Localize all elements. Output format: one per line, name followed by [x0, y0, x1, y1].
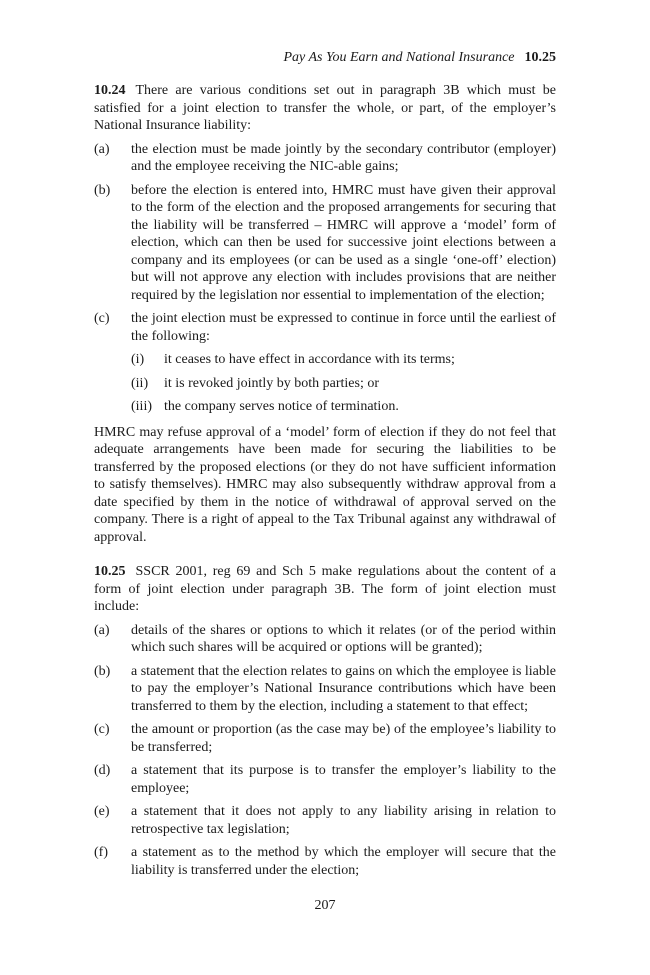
list-item	[94, 762, 556, 797]
section-gap	[94, 546, 556, 563]
list-item-text: the election must be made jointly by the secondary contributor (employer) and the employee receiving the NIC-able gains;	[131, 141, 556, 174]
running-header-title: Pay As You Earn and National Insurance	[283, 50, 515, 65]
sub-list-item-label: (iii)	[131, 399, 152, 414]
list-item	[94, 803, 556, 838]
list-item-text: a statement as to the method by which the employer will secure that the liability is transferred under the election;	[131, 845, 556, 878]
list-item-label: (b)	[94, 182, 111, 198]
list-item-text: details of the shares or options to which it relates (or of the period within which such shares will be acquired or options will be granted);	[131, 622, 556, 655]
list-item	[94, 622, 556, 657]
list-item-label: (c)	[94, 311, 110, 326]
body-text	[94, 82, 556, 879]
paragraph-10-25	[94, 563, 556, 616]
list-item	[94, 721, 556, 756]
page-number: 207	[314, 898, 336, 913]
requirements-list	[94, 622, 556, 880]
sub-list-item-label: (i)	[131, 352, 145, 367]
sub-list-item-label: (ii)	[131, 375, 149, 391]
list-item-text: a statement that it does not apply to any liability arising in relation to retrospective tax legislation;	[131, 804, 556, 837]
sub-list-item	[94, 375, 556, 393]
list-item-text: the amount or proportion (as the case may be) of the employee’s liability to be transferred;	[131, 722, 556, 755]
list-item-label: (c)	[94, 722, 110, 737]
list-item-label: (d)	[94, 763, 111, 778]
list-item	[94, 182, 556, 305]
list-item	[94, 663, 556, 716]
paragraph-number: 10.24	[94, 83, 126, 98]
sub-list-item	[94, 398, 556, 416]
list-item-label: (a)	[94, 622, 110, 638]
running-header-section: 10.25	[524, 50, 556, 65]
paragraph-continuation: HMRC may refuse approval of a ‘model’ form of election if they do not feel that adequate arrangements have been made for securing the liabilities to be transferred by the proposed elections (or they do not have sufficient information to satisfy themselves). HMRC may also subsequently withdraw approval from a date specified by them in the notice of withdrawal of approval served on the company. There is a right of appeal to the Tax Tribunal against any withdrawal of approval.	[94, 424, 556, 545]
list-item-text: a statement that its purpose is to transfer the employer’s liability to the employee;	[131, 763, 556, 796]
list-item	[94, 141, 556, 176]
paragraph-text: There are various conditions set out in paragraph 3B which must be satisfied for a joint election to transfer the whole, or part, of the employer’s National Insurance liability:	[94, 83, 556, 133]
list-item-label: (f)	[94, 845, 108, 860]
sub-list-item	[94, 351, 556, 369]
list-item-text: before the election is entered into, HMRC must have given their approval to the form of the election and the proposed arrangements for securing that the liability will be transferred – HMRC will approve a ‘model’ form of election, which can then be used for successive joint elections between a company and its employees (or can be used as a single ‘one-off’ election) but will not approve any election with includes provisions that are neither required by the legislation nor essential to implementation of the election;	[131, 182, 556, 303]
sub-list-item-text: it is revoked jointly by both parties; or	[164, 375, 380, 391]
list-item-label: (a)	[94, 141, 110, 157]
paragraph-text: SSCR 2001, reg 69 and Sch 5 make regulations about the content of a form of joint election under paragraph 3B. The form of joint election must include:	[94, 564, 556, 614]
sub-list	[94, 351, 556, 416]
list-item	[94, 844, 556, 879]
paragraph-number: 10.25	[94, 564, 126, 579]
list-item-text: the joint election must be expressed to continue in force until the earliest of the following:	[131, 311, 556, 344]
list-item	[94, 310, 556, 345]
paragraph-10-24	[94, 82, 556, 135]
sub-list-item-text: the company serves notice of termination.	[164, 399, 399, 414]
list-item-label: (b)	[94, 663, 111, 679]
list-item-label: (e)	[94, 804, 110, 819]
list-item-text: a statement that the election relates to gains on which the employee is liable to pay the employer’s National Insurance contributions which have been transferred to them by the election, including a statement to that effect;	[131, 663, 556, 714]
sub-list-item-text: it ceases to have effect in accordance with its terms;	[164, 352, 455, 367]
conditions-list	[94, 141, 556, 416]
running-header	[283, 50, 556, 66]
